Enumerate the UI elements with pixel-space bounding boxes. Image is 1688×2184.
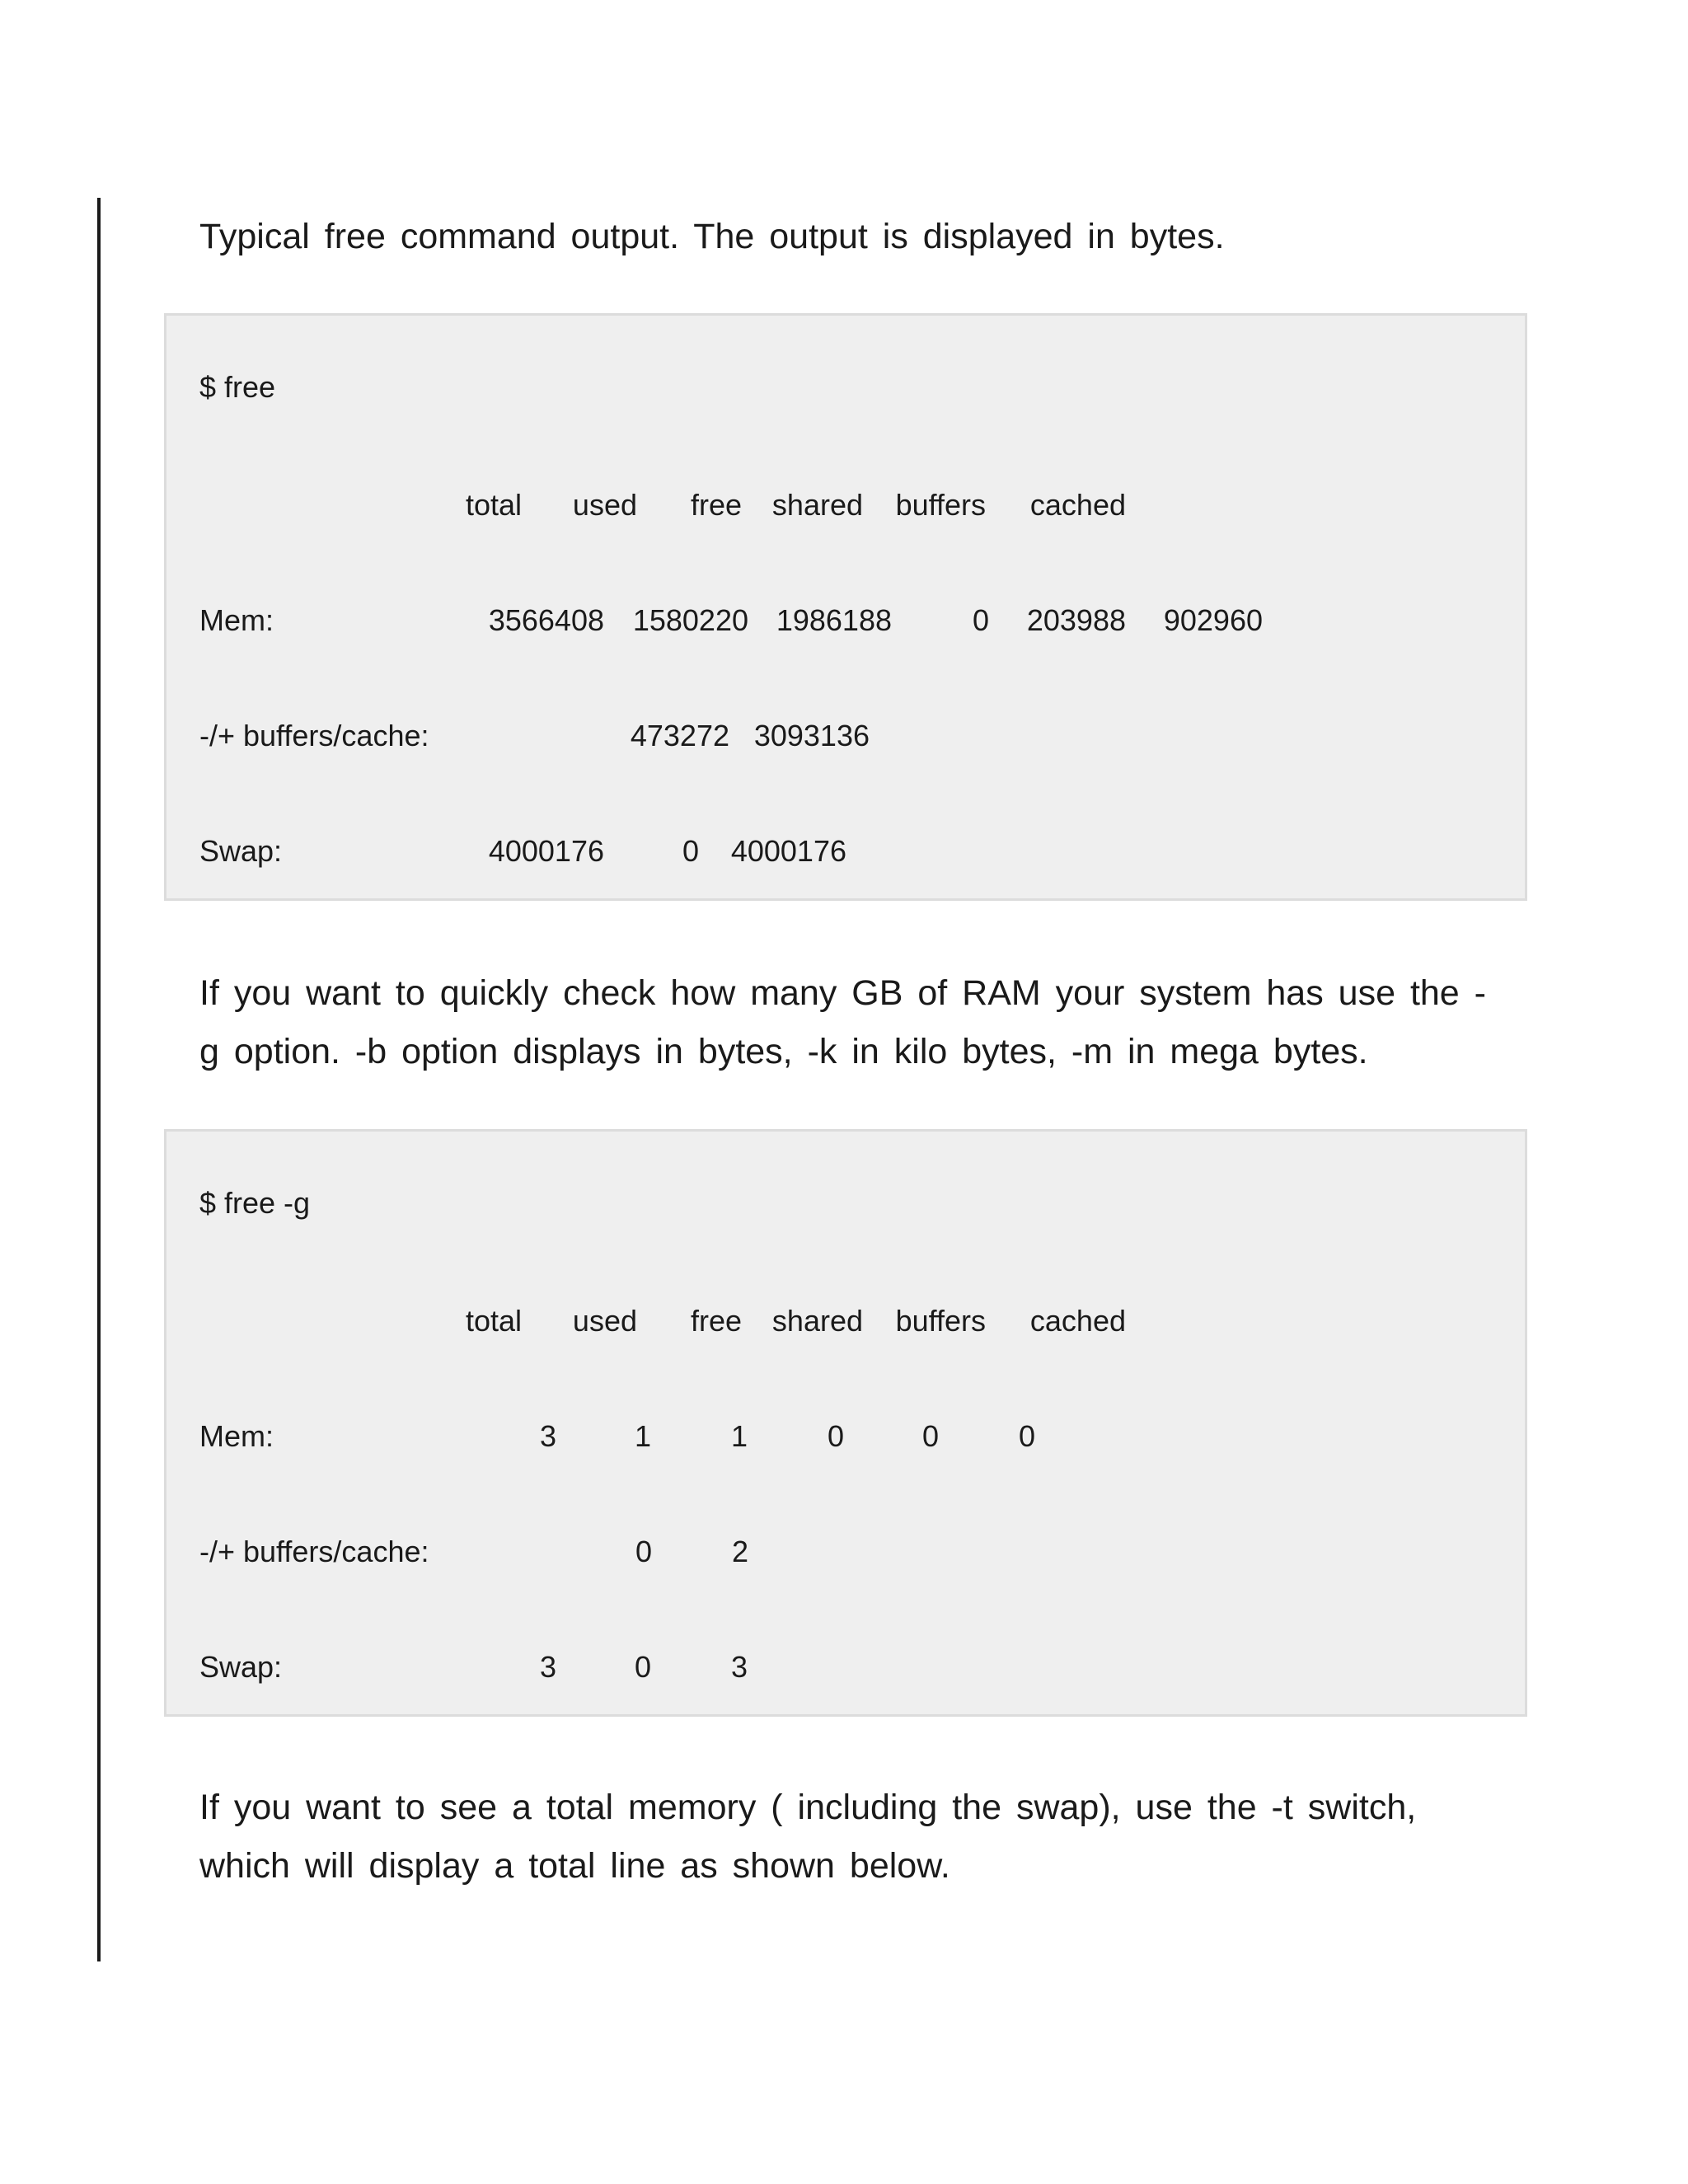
mem-label: Mem: [199, 603, 274, 637]
bufcache-label: -/+ buffers/cache: [199, 1535, 429, 1568]
mem-used: 1580220 [632, 603, 748, 637]
mem-shared: 0 [827, 1419, 844, 1453]
header-cached: cached [1029, 488, 1126, 522]
code-block-free [164, 313, 1527, 901]
header-total: total [465, 488, 522, 522]
header-free: free [690, 1304, 742, 1338]
header-shared: shared [771, 1304, 863, 1338]
header-used: used [572, 1304, 637, 1338]
header-cached: cached [1029, 1304, 1126, 1338]
command-line: $ free -g [199, 1186, 311, 1220]
mem-used: 1 [634, 1419, 651, 1453]
bufcache-used: 0 [635, 1535, 652, 1568]
mem-total: 3566408 [488, 603, 604, 637]
mem-total: 3 [539, 1419, 556, 1453]
swap-free: 3 [730, 1650, 748, 1684]
mem-cached: 0 [1018, 1419, 1035, 1453]
command-line: $ free [199, 370, 276, 404]
bufcache-free: 2 [731, 1535, 748, 1568]
intro-paragraph: Typical free command output. The output is displayed in bytes. [199, 217, 1225, 256]
header-shared: shared [771, 488, 863, 522]
header-buffers: buffers [895, 1304, 986, 1338]
bufcache-label: -/+ buffers/cache: [199, 719, 429, 752]
swap-label: Swap: [199, 1650, 283, 1684]
code-block-free-g [164, 1129, 1527, 1717]
swap-used: 0 [634, 1650, 651, 1684]
bufcache-used: 473272 [630, 719, 729, 752]
swap-total: 4000176 [488, 834, 604, 868]
swap-total: 3 [539, 1650, 556, 1684]
header-used: used [572, 488, 637, 522]
mem-buffers: 203988 [1026, 603, 1126, 637]
mem-label: Mem: [199, 1419, 274, 1453]
bufcache-free: 3093136 [753, 719, 870, 752]
mem-buffers: 0 [921, 1419, 939, 1453]
header-free: free [690, 488, 742, 522]
g-option-paragraph: If you want to quickly check how many GB of RAM your system has use the -g option. -b option displays in bytes, -k in kilo bytes, -m in mega bytes. [199, 973, 1486, 1071]
mem-free: 1986188 [776, 603, 892, 637]
swap-label: Swap: [199, 834, 283, 868]
mem-shared: 0 [972, 603, 989, 637]
left-margin-rule [97, 198, 101, 1961]
mem-cached: 902960 [1163, 603, 1263, 637]
swap-free: 4000176 [730, 834, 846, 868]
header-total: total [465, 1304, 522, 1338]
header-buffers: buffers [895, 488, 986, 522]
swap-used: 0 [682, 834, 699, 868]
mem-free: 1 [730, 1419, 748, 1453]
total-switch-paragraph: If you want to see a total memory ( including the swap), use the -t switch, which will display a total line as shown below. [199, 1788, 1417, 1886]
